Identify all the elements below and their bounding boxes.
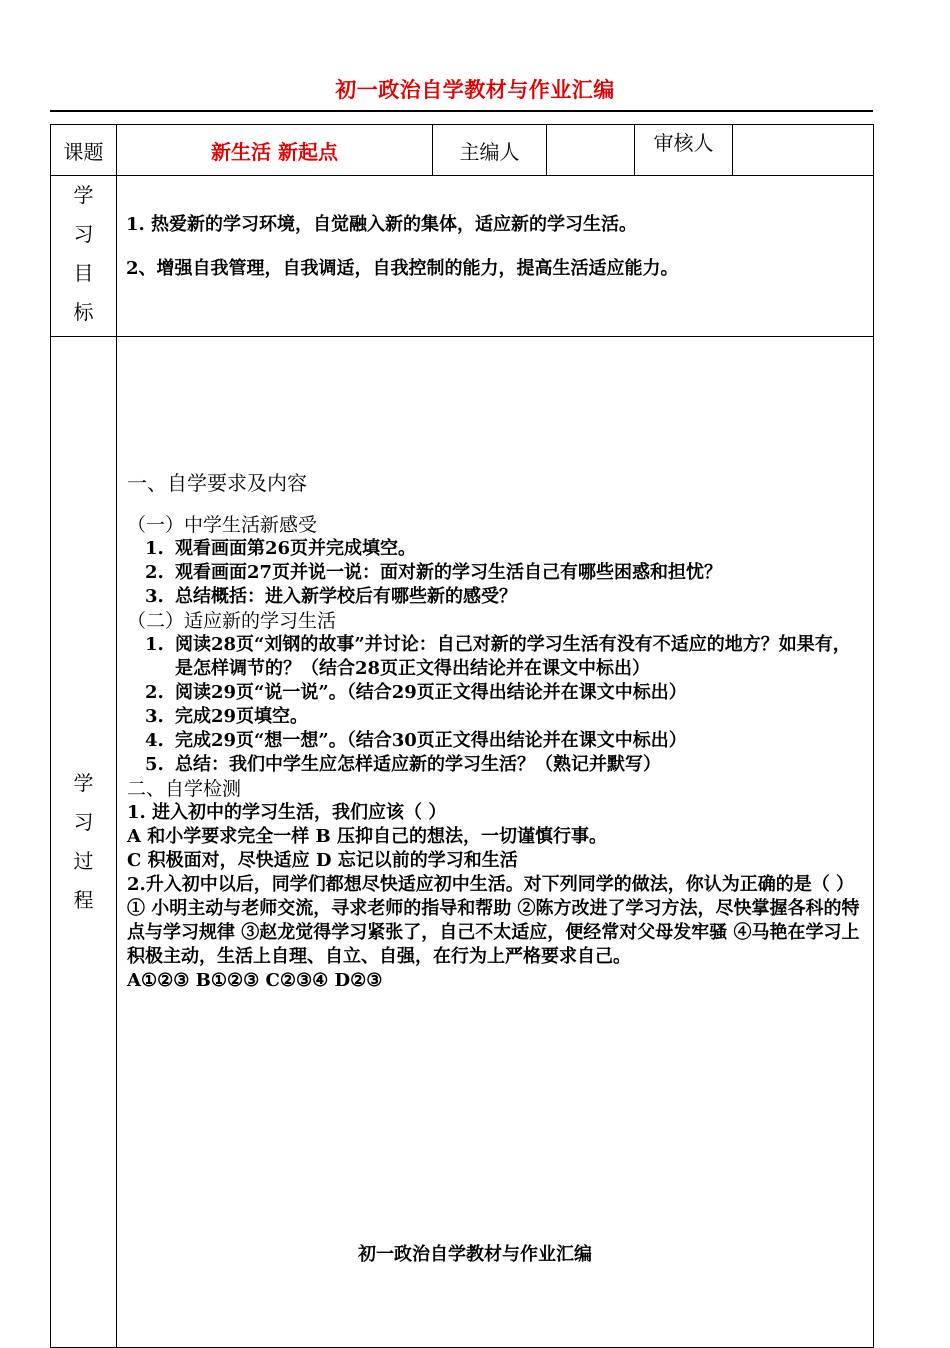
lesson-table xyxy=(50,124,874,1348)
subsection-title: （二）适应新的学习生活 xyxy=(127,610,337,632)
page-header-title: 初一政治自学教材与作业汇编 xyxy=(335,77,615,102)
table-header-row xyxy=(51,125,874,176)
list-item-text: 阅读29页“说一说”。（结合29页正文得出结论并在课文中标出） xyxy=(175,682,687,703)
goals-label-char: 标 xyxy=(73,300,94,324)
question-stem: 1. 进入初中的学习生活，我们应该（ ） xyxy=(127,802,447,823)
list-item-text: 完成29页“想一想”。（结合30页正文得出结论并在课文中标出） xyxy=(175,730,687,751)
list-item-number: 3. xyxy=(145,706,164,727)
page-footer-title: 初一政治自学教材与作业汇编 xyxy=(358,1244,592,1265)
editor-value xyxy=(547,125,635,176)
list-item-number: 5. xyxy=(145,754,164,775)
goals-label-char: 学 xyxy=(73,183,94,207)
lesson-title: 新生活 新起点 xyxy=(117,125,433,176)
goals-row xyxy=(51,176,874,337)
section-title: 二、自学检测 xyxy=(127,778,242,800)
list-item xyxy=(145,705,865,729)
list-item-text: 观看画面27页并说一说：面对新的学习生活自己有哪些困惑和担忧？ xyxy=(175,562,723,583)
list-item xyxy=(145,633,865,681)
question-options: C 积极面对，尽快适应 D 忘记以前的学习和生活 xyxy=(127,850,518,871)
list-item-number: 4. xyxy=(145,730,164,751)
list-item-text: 完成29页填空。 xyxy=(175,706,309,727)
process-label xyxy=(51,337,117,1348)
process-row xyxy=(51,337,874,1348)
section-title: 一、自学要求及内容 xyxy=(127,471,307,495)
question-stem: 2.升入初中以后，同学们都想尽快适应初中生活。对下列同学的做法，你认为正确的是（ ） xyxy=(127,874,855,895)
question-body: ① 小明主动与老师交流，寻求老师的指导和帮助 ②陈方改进了学习方法，尽快掌握各科的特点与学习规律 ③赵龙觉得学习紧张了，自己不太适应，便经常对父母发牢骚 ④马艳在学习上积极主动，生活上自理、自立、自强，在行为上严格要求自己。 xyxy=(127,898,860,967)
list-item-text: 总结概括：进入新学校后有哪些新的感受？ xyxy=(175,586,517,607)
subsection-title: （一）中学生活新感受 xyxy=(127,514,318,536)
process-label-char: 过 xyxy=(73,849,94,873)
goals-label xyxy=(51,176,117,337)
topic-label: 课题 xyxy=(51,125,117,176)
editor-label: 主编人 xyxy=(433,125,547,176)
question-options: A 和小学要求完全一样 B 压抑自己的想法，一切谨慎行事。 xyxy=(127,826,607,847)
goals-label-char: 目 xyxy=(73,261,94,285)
list-item-number: 3. xyxy=(145,586,164,607)
process-label-char: 程 xyxy=(73,888,94,912)
list-item xyxy=(145,585,865,609)
list-item-number: 1. xyxy=(145,538,164,559)
process-label-char: 学 xyxy=(73,771,94,795)
list-item xyxy=(145,537,865,561)
goals-label-char: 习 xyxy=(73,222,94,246)
header-divider xyxy=(50,110,873,112)
question-options: A①②③ B①②③ C②③④ D②③ xyxy=(127,970,383,991)
list-item xyxy=(145,729,865,753)
list-item-text: 观看画面第26页并完成填空。 xyxy=(175,538,417,559)
reviewer-label: 审核人 xyxy=(635,125,733,176)
list-item-text: 阅读28页“刘钢的故事”并讨论：自己对新的学习生活有没有不适应的地方？如果有，是怎样调节的？（结合28页正文得出结论并在课文中标出） xyxy=(175,634,851,679)
goals-content xyxy=(117,176,874,337)
list-item xyxy=(145,753,865,777)
process-label-char: 习 xyxy=(73,810,94,834)
list-item-number: 2. xyxy=(145,682,164,703)
process-content xyxy=(117,337,874,1348)
goal-item: 1. 热爱新的学习环境，自觉融入新的集体，适应新的学习生活。 xyxy=(126,214,638,235)
list-item xyxy=(145,681,865,705)
list-item-number: 2. xyxy=(145,562,164,583)
list-item xyxy=(145,561,865,585)
goal-item: 2、增强自我管理，自我调适，自我控制的能力，提高生活适应能力。 xyxy=(126,258,679,279)
list-item-number: 1. xyxy=(145,634,164,655)
reviewer-value xyxy=(733,125,874,176)
list-item-text: 总结：我们中学生应怎样适应新的学习生活？（熟记并默写） xyxy=(175,754,661,775)
